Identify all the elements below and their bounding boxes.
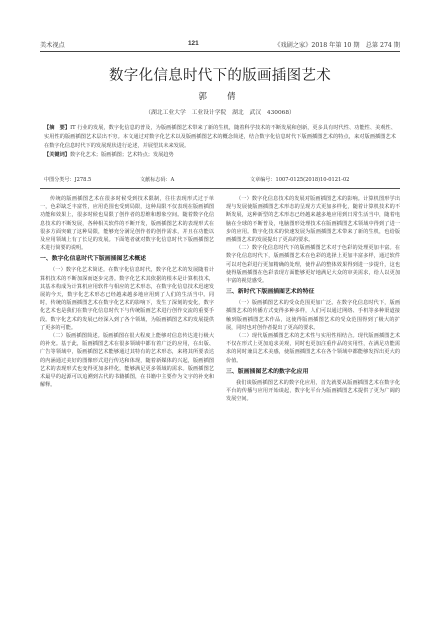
body-column-right	[226, 195, 400, 403]
section-heading-1: 一、数字化信息时代下版画插图艺术概述	[40, 256, 147, 263]
body-column-left	[40, 195, 214, 389]
author-affiliation: （湖北工业大学 工业设计学院 湖北 武汉 430068）	[145, 110, 295, 116]
page-number: 121	[188, 40, 199, 47]
body-paragraph: （二）版画插图简述。版画插图在很大程度上能够对信息传达进行极大的补充。基于此，版画插图艺术在很多领域中都有着广泛的应用，在出版、广告等领域中，版画插图艺术能够通过其特有的艺术形态，来将其所要表达的内涵通过美好的图像形式进行传达和体现，随着新媒体的兴起，版画插图艺术的表现形式也变得更加多样化，能够满足更多领域的需求。版画插图艺术最早的起源可以追溯到古代的书籍插图，在书籍中主要作为文字的补充和解释。	[40, 333, 214, 389]
intro-paragraph: 传统的版画插图艺术在很多时候受到技术限制，往往表现形式过于单一，色彩缺乏丰富性，应用范围也受到局限，这种局限不仅表现在版画插图功能和效果上，很多时候也局限了创作者的思维和想象空间。随着数字化信息技术的不断发展，各种相关软件的不断开发，版画插图艺术的表现形式在很多方面突破了这种局限，能够充分满足创作者的创作需求，并且在功能以及应用领域上有了长足的发展。下面笔者就对数字化信息时代下版画插图艺术进行简要的说明。	[40, 196, 214, 252]
metadata-divider	[40, 188, 400, 189]
body-paragraph: （二）现代版画插图艺术的艺术性与实用性相结合。现代版画插图艺术不仅在形式上更加追求美观，同时也更加注重作品的实用性，在满足功能需求的同时兼具艺术美感，使版画插图艺术在各个领域中都能够发挥出更大的价值。	[226, 333, 400, 364]
abstract-label: 【摘 要】	[44, 125, 71, 131]
clc-number: 中图分类号：J278.5	[44, 177, 92, 183]
section-heading-3: 三、新时代下版画插图艺术的特征	[226, 289, 315, 296]
keywords-label: 【关键词】	[44, 151, 70, 158]
body-paragraph: （一）版画插图艺术的受众范围更加广泛。在数字化信息时代下，版画插图艺术的传播方式变得多种多样，人们可以通过网络、手机等多种渠道接触到版画插图艺术作品，这使得版画插图艺术的受众范围得到了极大的扩展，同时也对创作者提出了更高的要求。	[226, 300, 400, 331]
keywords-text: 数字化艺术；版画插图；艺术特点；发展趋势	[69, 151, 174, 158]
document-code: 文献标志码：A	[140, 177, 175, 183]
abstract-block	[44, 124, 396, 160]
article-title: 数字化信息时代下的版画插图艺术	[109, 68, 331, 84]
abstract-text: IT 行业的发展，数字化信息的普及，为版画插图艺术带来了新的生机，随着科学技术的不断发展和创新，更多具有时代性、功能性、美观性、实用性的版画插图艺术层出不穷。本文通过对数字化艺术以及版画插图艺术的概念简述，结合数字化信息时代下版画插图艺术的特点，来对版画插图艺术在数字化信息时代下的发展现状进行论述，并展望其未来发展。	[44, 125, 396, 149]
header-divider	[40, 51, 400, 52]
article-id: 文章编号：1007-0125(2018)10-0121-02	[250, 177, 350, 183]
body-paragraph: 我们谈版画插图艺术的数字化应用，首先就要从版画插图艺术在数字化平台的传播与应用开始谈起，数字化平台为版画插图艺术提供了更为广阔的发展空间。	[226, 379, 400, 403]
body-paragraph: （一）数字化信息技术的发展对版画插图艺术的影响。计算机图形学出现与发展使版画插图艺术形态的呈现方式更加多样化，随着计算机技术的不断发展，这种新型的艺术形态已经越来越多地应用到日常生活当中，随着电脑在全球的不断普及，电脑图形处理技术在版画插图艺术领域中得到了进一步的应用。数字化技术的快速发展为版画插图艺术带来了新的生机，也给版画插图艺术的发展提出了更高的要求。	[226, 196, 400, 244]
article-author: 郭 倩	[198, 91, 242, 101]
body-paragraph: （二）数字化信息时代下的版画插图艺术对于色彩的处理更加丰富。在数字化信息时代下，版画插图艺术在色彩的选择上更加丰富多样，通过软件可以对色彩进行更加精确的处理，使作品的整体效果得到进一步提升，这也使得版画插图在色彩表现方面能够更好地满足大众的审美需求，给人以更加丰富的视觉感受。	[226, 245, 400, 285]
section-heading-4: 三、版画插图艺术的数字化应用	[226, 368, 309, 375]
section-label: 美术视点	[40, 42, 65, 49]
article-metadata	[44, 176, 396, 185]
body-paragraph: （一）数字化艺术简述。在数字化信息时代，数字化艺术的发展随着计算机技术的不断加深而逐步完善。数字化艺术其依据的根本是计算机技术，其基本构成为计算机应用软件与相应的艺术形态，在数字化信息技术迅速发展的今天，数字化艺术形态已经越来越多地应用到了人们的生活当中。同时，传统的版画插图艺术在数字化艺术的影响下，发生了深刻的变化，数字化艺术也是我们在数字化信息时代下与传统版画艺术进行创作交流的重要手段。数字化艺术的发展已经深入到了各个领域，为版画插图艺术的发展提供了更多的可能。	[40, 267, 214, 331]
journal-info: 《戏剧之家》2018 年第 10 期 总第 274 期	[274, 42, 400, 49]
